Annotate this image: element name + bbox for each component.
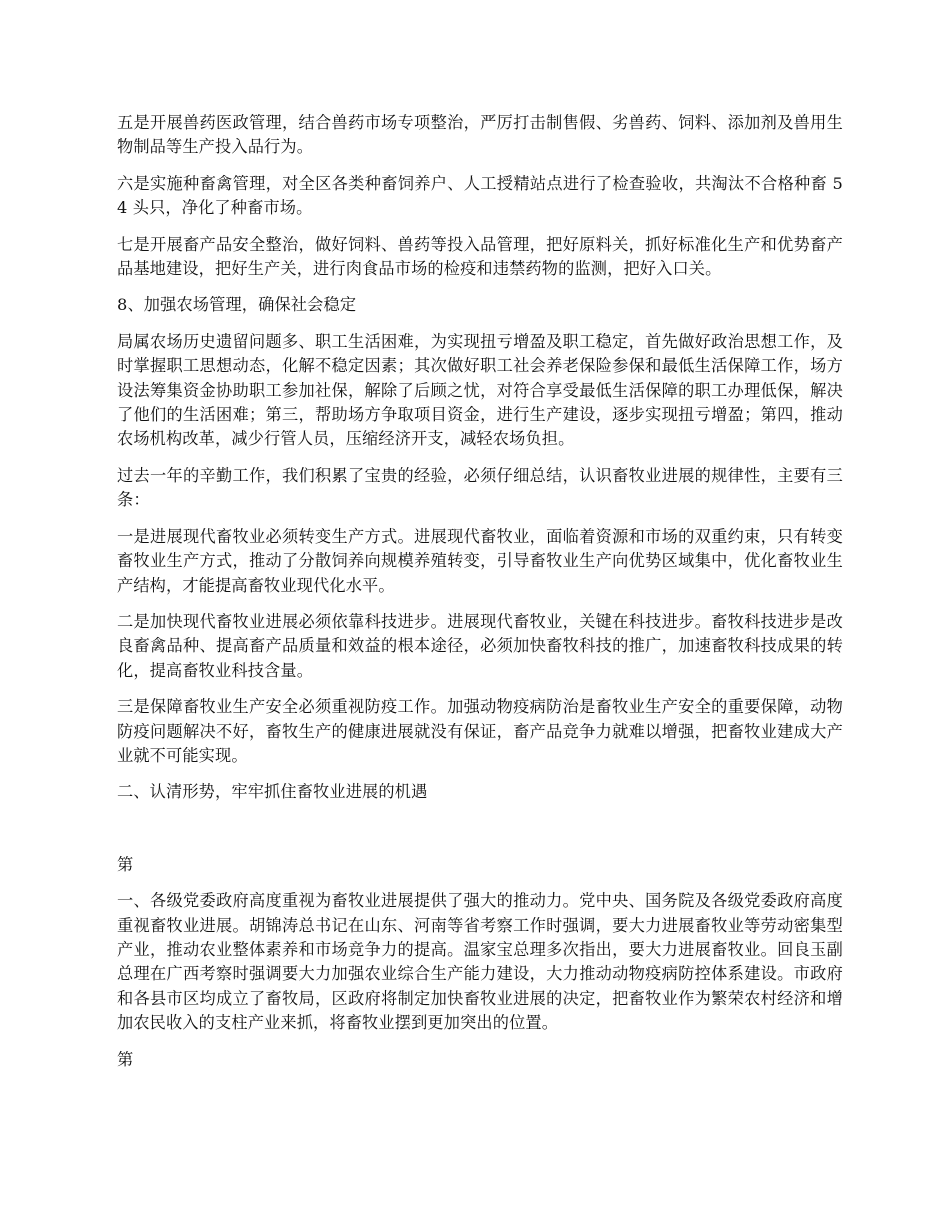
section-heading-opportunities: 二、认清形势，牢牢抓住畜牧业进展的机遇 [117,782,428,802]
paragraph-livestock-product-safety: 七是开展畜产品安全整治，做好饲料、兽药等投入品管理，把好原料关，抓好标准化生产和优势畜产品基地建设，把好生产关，进行肉食品市场的检疫和违禁药物的监测，把好入口关。 [117,234,843,279]
fragment-di-1: 第 [117,854,134,874]
document-body [117,111,843,1084]
section-heading-farm-management: 8、加强农场管理，确保社会稳定 [117,295,357,315]
paragraph-breeding-livestock-management: 六是实施种畜禽管理，对全区各类种畜饲养户、人工授精站点进行了检查验收，共淘汰不合格种畜 54 头只，净化了种畜市场。 [117,173,843,218]
paragraph-point-three: 三是保障畜牧业生产安全必须重视防疫工作。加强动物疫病防治是畜牧业生产安全的重要保障，动物防疫问题解决不好，畜牧生产的健康进展就没有保证，畜产品竞争力就难以增强，把畜牧业建成大产业就不可能实现。 [117,697,843,765]
paragraph-farm-management-details: 局属农场历史遗留问题多、职工生活困难，为实现扭亏增盈及职工稳定，首先做好政治思想工作，及时掌握职工思想动态，化解不稳定因素；其次做好职工社会养老保险参保和最低生活保障工作，场方设法筹集资金协助职工参加社保，解除了后顾之忧，对符合享受最低生活保障的职工办理低保，解决了他们的生活困难；第三，帮助场方争取项目资金，进行生产建设，逐步实现扭亏增盈；第四，推动农场机构改革，减少行管人员，压缩经济开支，减轻农场负担。 [117,331,843,449]
paragraph-government-support: 一、各级党委政府高度重视为畜牧业进展提供了强大的推动力。党中央、国务院及各级党委政府高度重视畜牧业进展。胡锦涛总书记在山东、河南等省考察工作时强调，要大力进展畜牧业等劳动密集型产业，推动农业整体素养和市场竞争力的提高。温家宝总理多次指出，要大力进展畜牧业。回良玉副总理在广西考察时强调要大力加强农业综合生产能力建设，大力推动动物疫病防控体系建设。市政府和各县市区均成立了畜牧局，区政府将制定加快畜牧业进展的决定，把畜牧业作为繁荣农村经济和增加农民收入的支柱产业来抓，将畜牧业摆到更加突出的位置。 [117,891,843,1033]
paragraph-veterinary-drug-management: 五是开展兽药医政管理，结合兽药市场专项整治，严厉打击制售假、劣兽药、饲料、添加剂及兽用生物制品等生产投入品行为。 [117,113,843,157]
fragment-di-2: 第 [117,1049,134,1069]
paragraph-experience-summary: 过去一年的辛勤工作，我们积累了宝贵的经验，必须仔细总结，认识畜牧业进展的规律性，主要有三条： [117,465,843,510]
paragraph-point-one: 一是进展现代畜牧业必须转变生产方式。进展现代畜牧业，面临着资源和市场的双重约束，只有转变畜牧业生产方式，推动了分散饲养向规模养殖转变，引导畜牧业生产向优势区域集中，优化畜牧业生产结构，才能提高畜牧业现代化水平。 [117,526,843,595]
paragraph-point-two: 二是加快现代畜牧业进展必须依靠科技进步。进展现代畜牧业，关键在科技进步。畜牧科技进步是改良畜禽品种、提高畜产品质量和效益的根本途径，必须加快畜牧科技的推广，加速畜牧科技成果的转化，提高畜牧业科技含量。 [117,611,843,680]
